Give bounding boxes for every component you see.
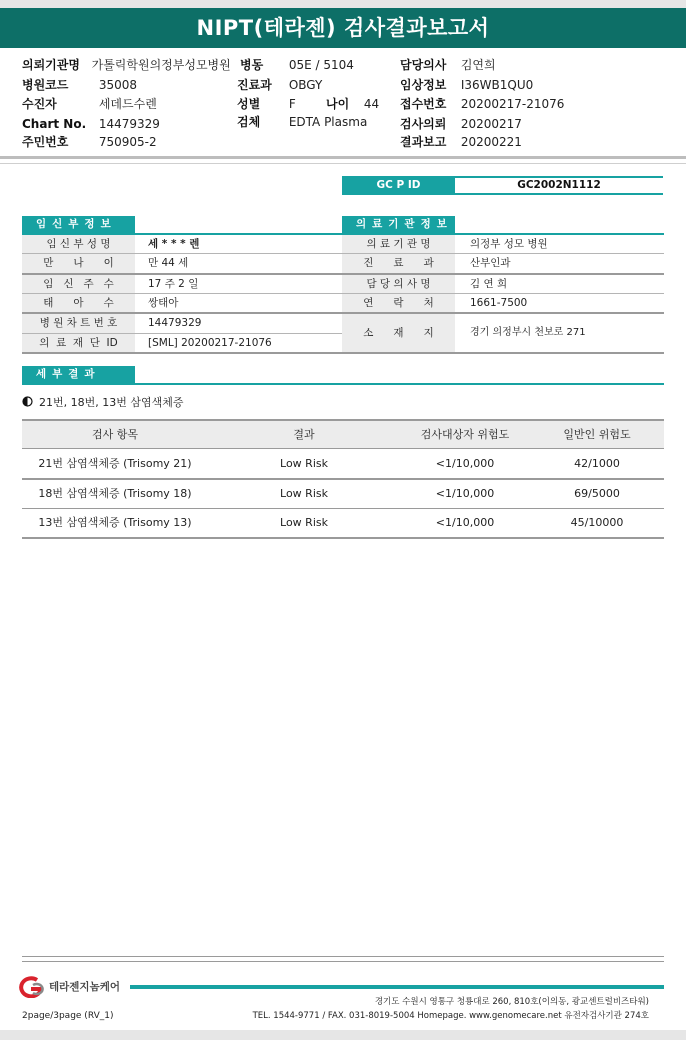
g-logo-icon [17,976,47,998]
table-cell: Low Risk [280,516,328,529]
patient-row-label: 병 원 차 트 번 호 [22,314,135,333]
header-label: 검체 [237,115,261,129]
patient-section-title: 임신부정보 [22,216,135,233]
column-header: 일반인 위험도 [563,428,631,441]
footer-accent-bar [130,985,664,989]
table-row [22,480,664,508]
footer-divider [22,956,664,957]
header-value: I36WB1QU0 [460,78,534,92]
institution-name-value: 의정부 성모 병원 [470,238,548,250]
department-value: 산부인과 [470,257,511,269]
fetus-count-value: 쌍태아 [148,297,179,309]
table-cell: 13번 삼염색체증 (Trisomy 13) [38,516,192,529]
header-field-ward [240,58,354,72]
page-number: 2page/3page (RV_1) [22,1011,114,1021]
header-field-hospital-code [22,78,137,92]
table-cell: Low Risk [280,487,328,500]
header-label: 담당의사 [400,58,447,72]
results-section-line [22,383,664,385]
header-value: EDTA Plasma [288,115,368,129]
header-label: 주민번호 [22,135,69,149]
header-label: 접수번호 [400,97,447,111]
address-value: 경기 의정부시 천보로 271 [470,327,586,338]
header-value: 가톨릭학원의정부성모병원 [91,58,231,72]
patient-age-value: 만 44 세 [148,257,189,269]
header-label: 임상정보 [400,78,447,92]
institution-section-title: 의료기관정보 [342,216,455,233]
patient-row-label: 의 료 재 단 ID [22,334,135,352]
header-label: 진료과 [237,78,272,92]
table-cell: <1/10,000 [435,457,495,470]
table-cell: <1/10,000 [435,487,495,500]
footer-contact: TEL. 1544-9771 / FAX. 031-8019-5004 Homepage. www.genomecare.net 유전자검사기관 274호 [252,1011,649,1021]
bottom-frame [0,1030,686,1040]
header-label: Chart No. [22,117,87,131]
doctor-name-value: 김 연 희 [470,278,508,290]
results-subtitle-text: 21번, 18번, 13번 삼염색체증 [39,396,184,409]
chart-number-value: 14479329 [148,317,202,329]
header-value: 14479329 [98,117,160,131]
institution-row-label: 소 재 지 [342,314,455,352]
table-cell: 21번 삼염색체증 (Trisomy 21) [38,457,192,470]
header-value: 05E / 5104 [288,58,354,72]
header-value: 35008 [98,78,138,92]
header-value: 750905-2 [98,135,157,149]
header-label: 나이 [326,97,350,111]
contact-value: 1661-7500 [470,297,528,309]
patient-name-value: 세 * * * 렌 [148,238,200,250]
results-subtitle [22,394,183,410]
header-field-doctor [400,58,496,72]
header-field-report-date [400,135,522,149]
institution-row-label: 진 료 과 [342,254,455,273]
table-cell: 45/10000 [570,516,624,529]
header-label: 병원코드 [22,78,69,92]
header-value: 44 [363,97,380,111]
table-row [22,509,664,537]
header-label: 결과보고 [400,135,447,149]
column-header: 결과 [293,428,315,441]
gcp-id-value: GC2002N1112 [455,176,663,195]
header-field-age [326,97,379,111]
results-section-title: 세부결과 [22,366,135,383]
header-value: 20200221 [460,135,522,149]
gcp-id-label: GC P ID [342,176,455,195]
header-value: 20200217-21076 [460,97,565,111]
footer-divider [22,961,664,962]
column-header: 검사대상자 위험도 [420,428,510,441]
column-header: 검사 항목 [91,428,138,441]
header-field-resident-no [22,135,157,149]
header-field-request-date [400,117,522,131]
gestational-age-value: 17 주 2 일 [148,278,199,290]
table-cell: Low Risk [280,457,328,470]
table-bottom-border [22,537,664,539]
header-field-sex [237,97,296,111]
institution-row-label: 의 료 기 관 명 [342,235,455,253]
header-divider [0,156,686,159]
header-value: 김연희 [460,58,496,72]
patient-row-label: 임 신 주 수 [22,275,135,293]
footer-address: 경기도 수원시 영통구 청룡대로 260, 810호(이의동, 광교센트럴비즈타워) [374,997,649,1007]
half-circle-icon [22,396,33,407]
logo-text: 테라젠지놈케어 [49,981,121,993]
foundation-id-value: [SML] 20200217-21076 [148,337,272,349]
report-title: NIPT(테라젠) 검사결과보고서 [0,8,686,48]
header-label: 수진자 [22,97,57,111]
header-field-clinical-info [400,78,533,92]
header-field-specimen [237,115,367,129]
row-divider [22,352,342,354]
results-table-header [22,421,664,448]
table-cell: 18번 삼염색체증 (Trisomy 18) [38,487,192,500]
header-value: OBGY [288,78,323,92]
header-label: 성별 [237,97,261,111]
row-divider [342,352,664,354]
table-row [22,449,664,478]
table-cell: 69/5000 [574,487,620,500]
header-label: 병동 [240,58,264,72]
patient-row-label: 태 아 수 [22,294,135,312]
institution-row-label: 연 락 처 [342,294,455,312]
header-field-accession-no [400,97,564,111]
top-frame [0,0,686,8]
company-logo [17,976,145,998]
header-value: 세데드수렌 [98,97,157,111]
header-label: 검사의뢰 [400,117,447,131]
table-cell: 42/1000 [574,457,620,470]
header-field-department [237,78,322,92]
header-field-chart-no [22,117,160,131]
header-field-patient [22,97,157,111]
header-value: 20200217 [460,117,522,131]
header-value: F [288,97,296,111]
header-divider-thin [0,163,686,164]
institution-row-label: 담 당 의 사 명 [342,275,455,293]
patient-row-label: 만 나 이 [22,254,135,273]
patient-row-label: 임 신 부 성 명 [22,235,135,253]
header-field-requester [22,58,231,72]
table-cell: <1/10,000 [435,516,495,529]
header-label: 의뢰기관명 [22,58,80,72]
